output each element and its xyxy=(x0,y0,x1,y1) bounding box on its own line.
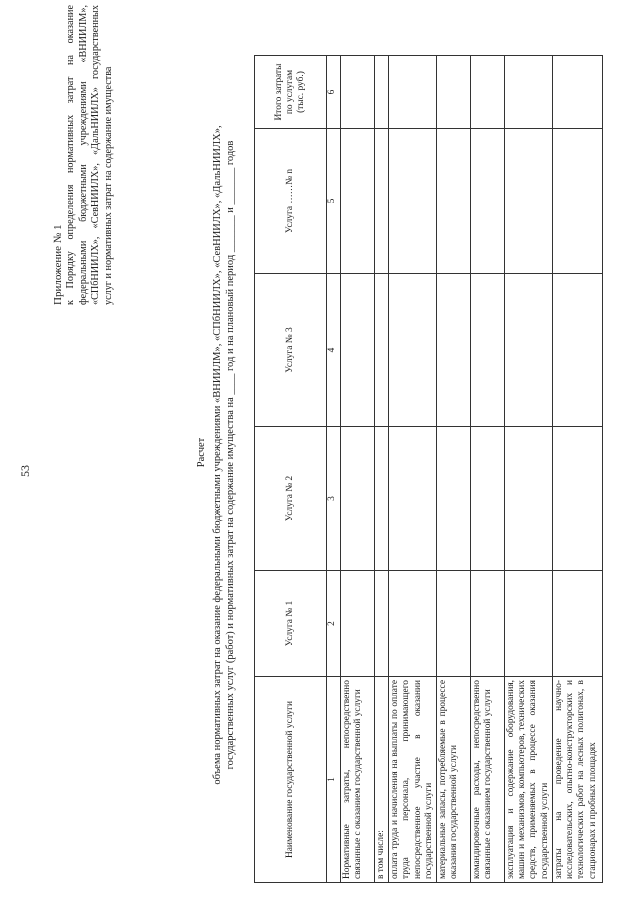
column-number: 2 xyxy=(327,571,341,677)
empty-cell xyxy=(341,274,375,427)
empty-cell xyxy=(375,274,389,427)
header-service-2: Услуга № 2 xyxy=(255,427,327,571)
empty-cell xyxy=(437,427,471,571)
calculation-subtitle-line-1: объема нормативных затрат на оказание федеральными бюджетными учреждениями «ВНИИЛМ», «СПбНИИЛХ», «СевНИИЛХ», «ДальНИИЛХ», xyxy=(212,125,223,785)
empty-cell xyxy=(341,427,375,571)
empty-cell xyxy=(471,427,505,571)
column-number: 1 xyxy=(327,677,341,883)
empty-cell xyxy=(553,274,603,427)
empty-cell xyxy=(437,129,471,274)
page-number: 53 xyxy=(18,465,32,477)
appendix-text: к Порядку определения нормативных затрат на оказание федеральными бюджетными учреждениями «ВНИИЛМ», «СПбНИИЛХ», «СевНИИЛХ», «ДальНИИЛХ» государственных услуг и нормативных затрат на содержание имущества xyxy=(65,5,114,305)
empty-cell xyxy=(389,274,437,427)
calculation-title: Расчет xyxy=(196,437,207,468)
header-row xyxy=(255,56,327,883)
row-label: оплата труда и начисления на выплаты по оплате труда персонала, принимающего непосредственное участие в оказании государственной услуги xyxy=(389,677,437,883)
calculation-subtitle-line-2: государственных услуг (работ) и нормативных затрат на содержание имущества на ____ год и на плановый период _______ и _______ годов xyxy=(225,140,236,770)
empty-cell xyxy=(341,56,375,129)
empty-cell xyxy=(437,571,471,677)
empty-cell xyxy=(375,571,389,677)
header-service-name: Наименование государственной услуги xyxy=(255,677,327,883)
row-label: эксплуатация и содержание оборудования, машин и механизмов, компьютеров, технических средств, применяемых в процессе оказания государственной услуги xyxy=(505,677,553,883)
table-row xyxy=(375,56,389,883)
header-total: Итого затраты по услугам (тыс. руб.) xyxy=(255,56,327,129)
table-row xyxy=(505,56,553,883)
row-label: Нормативные затраты, непосредственно связанные с оказанием государственной услуги xyxy=(341,677,375,883)
cost-calculation-table xyxy=(254,55,603,883)
column-number: 5 xyxy=(327,129,341,274)
empty-cell xyxy=(389,427,437,571)
row-label: затраты на проведение научно-исследовательских, опытно-конструкторских и технологических работ на лесных полигонах, в стационарах и пробных площадях xyxy=(553,677,603,883)
appendix-title: Приложение № 1 xyxy=(52,224,64,305)
table-row xyxy=(389,56,437,883)
empty-cell xyxy=(505,427,553,571)
empty-cell xyxy=(505,274,553,427)
empty-cell xyxy=(471,571,505,677)
empty-cell xyxy=(341,571,375,677)
empty-cell xyxy=(553,56,603,129)
empty-cell xyxy=(375,56,389,129)
column-number: 6 xyxy=(327,56,341,129)
column-number-row xyxy=(327,56,341,883)
empty-cell xyxy=(471,56,505,129)
table-row xyxy=(437,56,471,883)
empty-cell xyxy=(389,56,437,129)
empty-cell xyxy=(471,274,505,427)
header-service-3: Услуга № 3 xyxy=(255,274,327,427)
row-label: материальные запасы, потребляемые в процессе оказания государственной услуги xyxy=(437,677,471,883)
column-number: 3 xyxy=(327,427,341,571)
header-service-1: Услуга № 1 xyxy=(255,571,327,677)
empty-cell xyxy=(341,129,375,274)
empty-cell xyxy=(437,274,471,427)
empty-cell xyxy=(389,129,437,274)
empty-cell xyxy=(375,427,389,571)
header-service-n: Услуга ……№ n xyxy=(255,129,327,274)
empty-cell xyxy=(389,571,437,677)
table-row xyxy=(553,56,603,883)
empty-cell xyxy=(553,129,603,274)
row-label: в том числе: xyxy=(375,677,389,883)
empty-cell xyxy=(553,427,603,571)
column-number: 4 xyxy=(327,274,341,427)
empty-cell xyxy=(437,56,471,129)
row-label: командировочные расходы, непосредственно связанные с оказанием государственной услуги xyxy=(471,677,505,883)
calculation-subtitle xyxy=(211,25,237,885)
empty-cell xyxy=(505,571,553,677)
empty-cell xyxy=(505,56,553,129)
appendix-block xyxy=(52,5,115,305)
empty-cell xyxy=(471,129,505,274)
empty-cell xyxy=(505,129,553,274)
empty-cell xyxy=(375,129,389,274)
table-row xyxy=(341,56,375,883)
empty-cell xyxy=(553,571,603,677)
table-row xyxy=(471,56,505,883)
